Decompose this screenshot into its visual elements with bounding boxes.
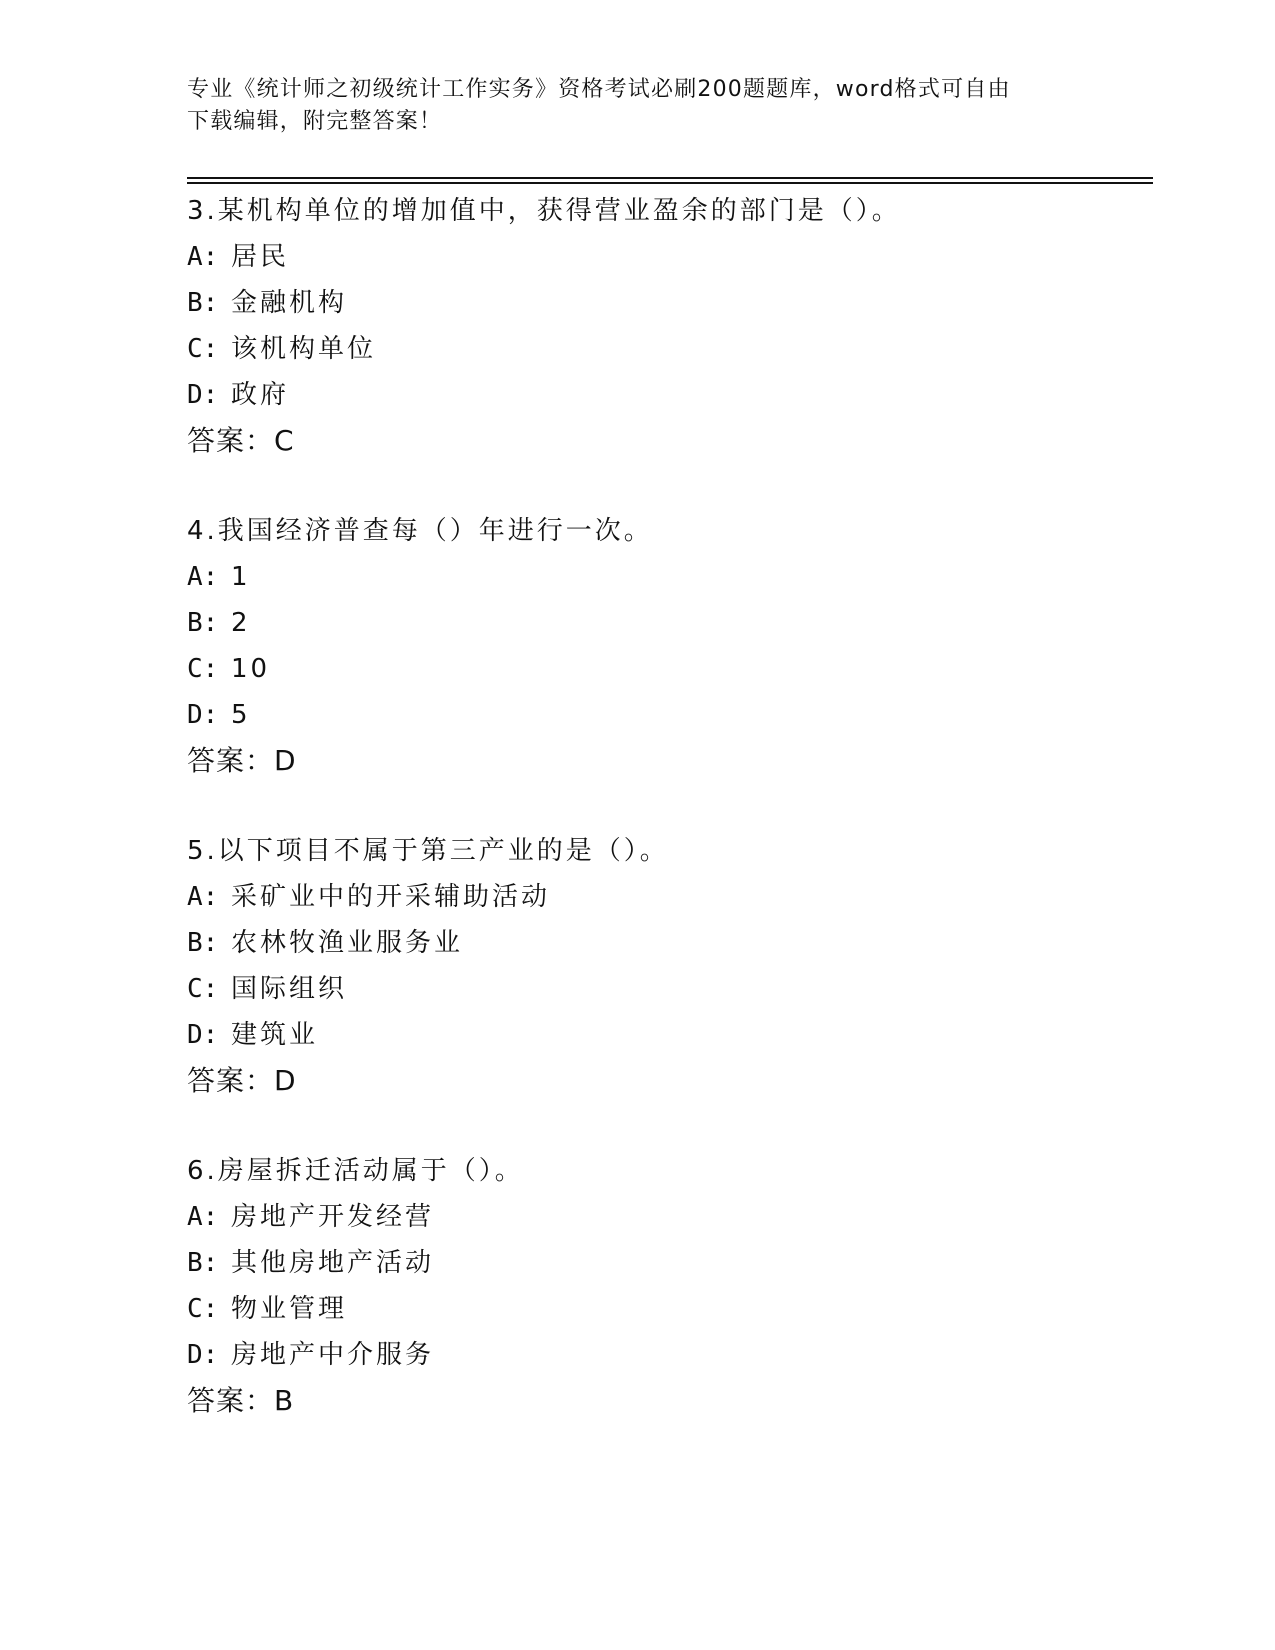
option-text: 建筑业 xyxy=(231,1020,319,1050)
option-label: D: xyxy=(187,380,219,410)
option-text: 房地产中介服务 xyxy=(231,1340,435,1370)
answer-text: 答案：B xyxy=(187,1384,295,1417)
option-text: 物业管理 xyxy=(231,1294,348,1324)
header-rule-top xyxy=(187,177,1153,179)
option-text: 居民 xyxy=(231,242,290,272)
option-label: D: xyxy=(187,700,219,730)
option-text: 5 xyxy=(231,700,251,730)
option-text: 2 xyxy=(231,608,251,638)
question-block xyxy=(187,188,1153,464)
option-label: B: xyxy=(187,288,219,318)
option-c xyxy=(187,646,1153,692)
option-b xyxy=(187,280,1153,326)
option-label: C: xyxy=(187,654,219,684)
question-stem: 3.某机构单位的增加值中，获得营业盈余的部门是（）。 xyxy=(187,196,901,226)
question-block xyxy=(187,828,1153,1104)
question-stem: 6.房屋拆迁活动属于（）。 xyxy=(187,1156,524,1186)
option-label: A: xyxy=(187,562,219,592)
option-label: D: xyxy=(187,1020,219,1050)
document-header xyxy=(187,74,1087,138)
header-rule-bottom xyxy=(187,182,1153,184)
option-a xyxy=(187,1194,1153,1240)
question-stem: 5.以下项目不属于第三产业的是（）。 xyxy=(187,836,669,866)
option-d xyxy=(187,1012,1153,1058)
option-label: A: xyxy=(187,882,219,912)
option-a xyxy=(187,874,1153,920)
option-text: 其他房地产活动 xyxy=(231,1248,435,1278)
option-text: 政府 xyxy=(231,380,290,410)
option-text: 采矿业中的开采辅助活动 xyxy=(231,882,551,912)
question-stem: 4.我国经济普查每（）年进行一次。 xyxy=(187,516,653,546)
option-text: 国际组织 xyxy=(231,974,348,1004)
option-b xyxy=(187,1240,1153,1286)
answer-text: 答案：D xyxy=(187,1064,297,1097)
option-label: D: xyxy=(187,1340,219,1370)
option-text: 10 xyxy=(231,654,271,684)
option-label: C: xyxy=(187,334,219,364)
option-text: 该机构单位 xyxy=(231,334,377,364)
question-block xyxy=(187,508,1153,784)
option-d xyxy=(187,692,1153,738)
header-line-2: 下载编辑，附完整答案！ xyxy=(187,109,443,134)
option-label: A: xyxy=(187,1202,219,1232)
question-block xyxy=(187,1148,1153,1424)
option-c xyxy=(187,966,1153,1012)
option-label: C: xyxy=(187,974,219,1004)
answer-text: 答案：C xyxy=(187,424,295,457)
option-text: 1 xyxy=(231,562,251,592)
option-label: B: xyxy=(187,928,219,958)
option-a xyxy=(187,234,1153,280)
option-label: B: xyxy=(187,1248,219,1278)
header-line-1: 专业《统计师之初级统计工作实务》资格考试必刷200题题库，word格式可自由 xyxy=(187,77,1011,102)
option-text: 农林牧渔业服务业 xyxy=(231,928,464,958)
option-text: 房地产开发经营 xyxy=(231,1202,435,1232)
option-text: 金融机构 xyxy=(231,288,348,318)
option-c xyxy=(187,326,1153,372)
option-label: A: xyxy=(187,242,219,272)
option-label: C: xyxy=(187,1294,219,1324)
option-c xyxy=(187,1286,1153,1332)
option-d xyxy=(187,372,1153,418)
option-b xyxy=(187,920,1153,966)
option-label: B: xyxy=(187,608,219,638)
option-b xyxy=(187,600,1153,646)
option-d xyxy=(187,1332,1153,1378)
option-a xyxy=(187,554,1153,600)
answer-text: 答案：D xyxy=(187,744,297,777)
